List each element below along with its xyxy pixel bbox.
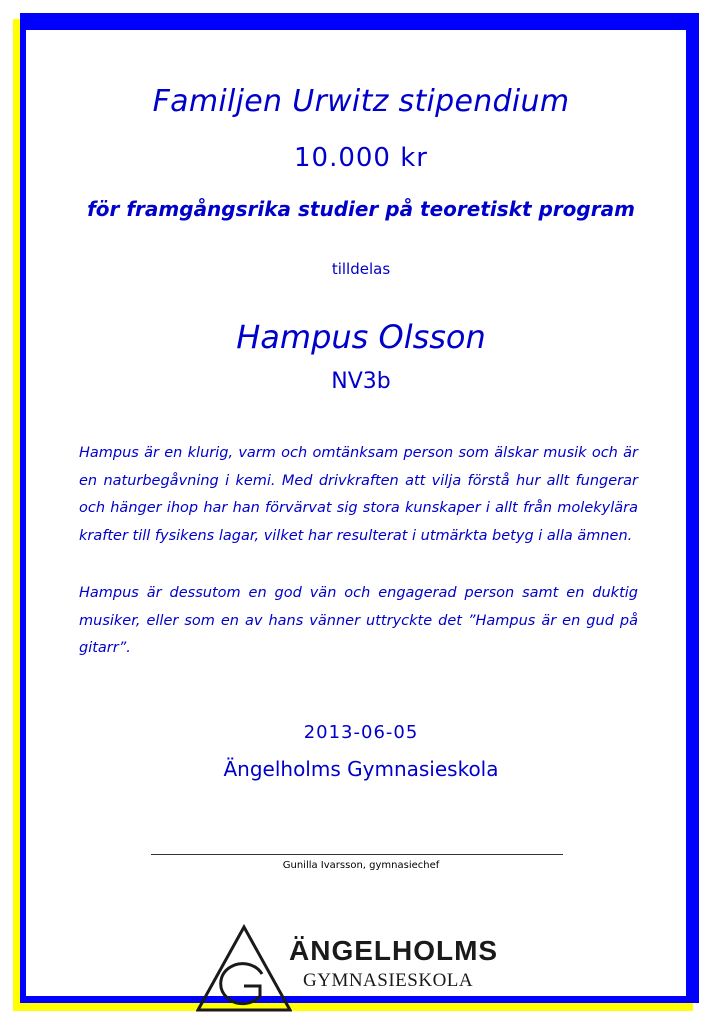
- recipient-class: NV3b: [331, 369, 391, 394]
- signature-line: [151, 854, 563, 855]
- recipient-name: Hampus Olsson: [236, 318, 486, 356]
- logo-text-line-2: GYMNASIESKOLA: [303, 970, 474, 991]
- award-date: 2013-06-05: [303, 722, 419, 743]
- award-description: för framgångsrika studier på teoretiskt program: [87, 197, 635, 221]
- certificate-title: Familjen Urwitz stipendium: [152, 84, 570, 119]
- motivation-paragraph-2: Hampus är dessutom en god vän och engagerad person samt en duktig musiker, eller som en av hans vänner uttryckte det ”Hampus är en gud på gitarr”.: [79, 585, 638, 656]
- signatory-name: Gunilla Ivarsson, gymnasiechef: [282, 860, 440, 871]
- award-amount: 10.000 kr: [294, 143, 428, 173]
- motivation-paragraph-1: Hampus är en klurig, varm och omtänksam person som älskar musik och är en naturbegåvning i kemi. Med drivkraften att vilja förstå hur allt fungerar och hänger ihop har han förvärvat sig stora kunskaper i allt från molekylära krafter till fysikens lagar, vilket har resulterat i utmärkta betyg i alla ämnen.: [79, 445, 638, 544]
- awarded-label: tilldelas: [331, 260, 391, 278]
- triangle-g-logo-icon: [196, 924, 292, 1014]
- logo-text-line-1: ÄNGELHOLMS: [289, 935, 499, 966]
- school-name: Ängelholms Gymnasieskola: [223, 757, 499, 781]
